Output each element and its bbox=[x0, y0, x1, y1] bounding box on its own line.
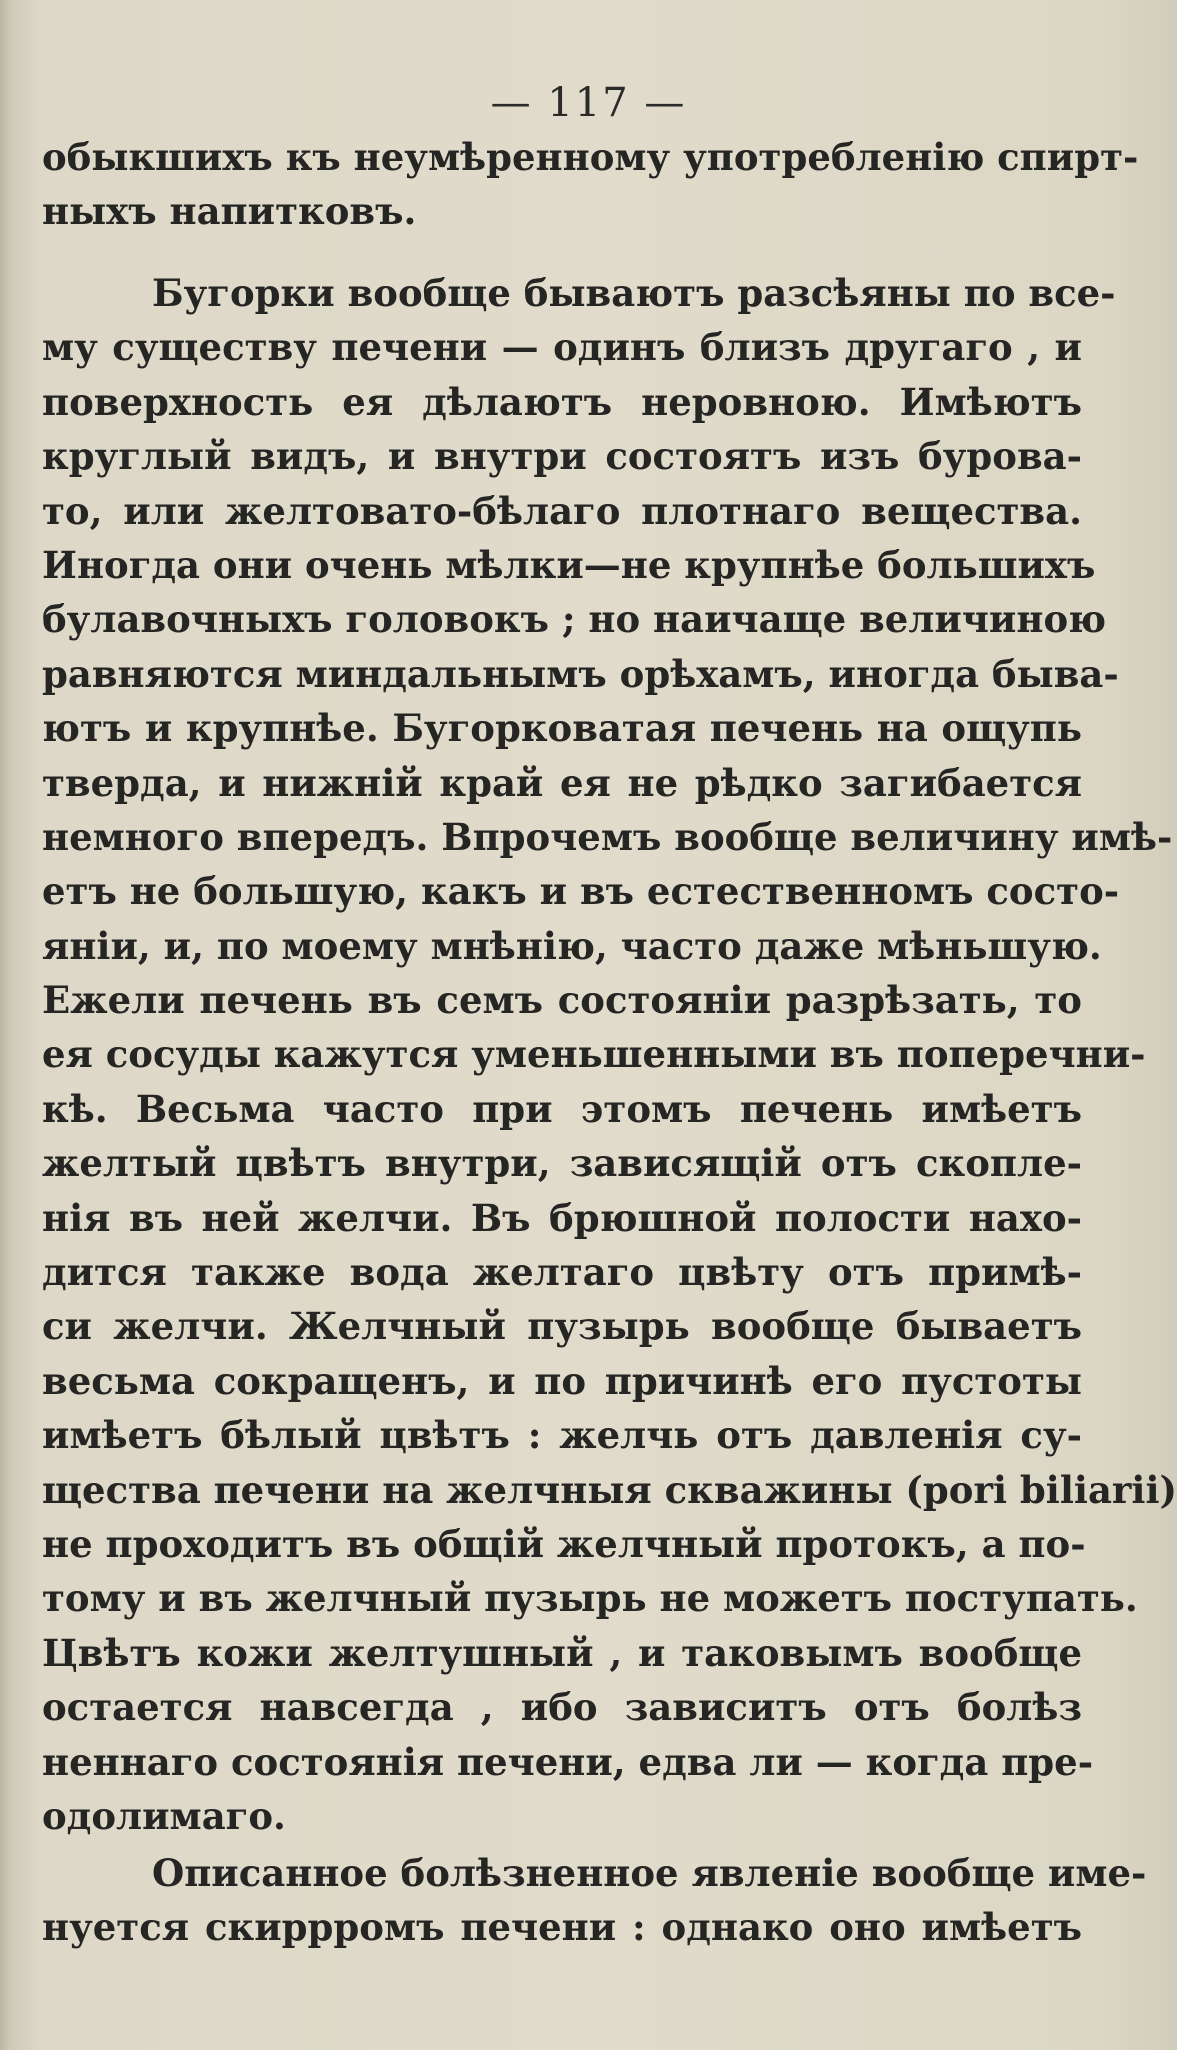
text-line: му существу печени — одинъ близъ другаго , и bbox=[42, 325, 1082, 370]
text-line: тому и въ желчный пузырь не можетъ поступать. bbox=[42, 1576, 1138, 1621]
text-line: поверхность ея дѣлаютъ неровною. Имѣютъ bbox=[42, 379, 1082, 424]
text-line: щества печени на желчныя скважины (pori biliarii) bbox=[42, 1467, 1177, 1512]
text-line: равняются миндальнымъ орѣхамъ, иногда быва- bbox=[42, 651, 1119, 696]
text-line: булавочныхъ головокъ ; но наичаще величиною bbox=[42, 597, 1107, 642]
text-line: Бугорки вообще бываютъ разсѣяны по все- bbox=[152, 271, 1116, 315]
text-line: нія въ ней желчи. Въ брюшной полости нахо- bbox=[42, 1195, 1082, 1240]
text-line: круглый видъ, и внутри состоятъ изъ бурова- bbox=[42, 434, 1082, 479]
text-line: Иногда они очень мѣлки—не крупнѣе большихъ bbox=[42, 542, 1096, 587]
text-line: нуется скиррромъ печени : однако оно имѣетъ bbox=[42, 1905, 1082, 1950]
text-line: Описанное болѣзненное явленіе вообще име- bbox=[152, 1851, 1147, 1895]
text-line: имѣетъ бѣлый цвѣтъ : желчь отъ давленія су- bbox=[42, 1413, 1082, 1458]
text-line: ютъ и крупнѣе. Бугорковатая печень на ощупь bbox=[42, 706, 1082, 751]
text-line: тверда, и нижній край ея не рѣдко загибается bbox=[42, 760, 1082, 805]
text-line: си желчи. Желчный пузырь вообще бываетъ bbox=[42, 1304, 1082, 1349]
text-line: остается навсегда , ибо зависитъ отъ болѣз bbox=[42, 1685, 1082, 1730]
text-line: обыкшихъ къ неумѣренному употребленію спирт- bbox=[42, 135, 1139, 179]
text-line: неннаго состоянія печени, едва ли — когда пре- bbox=[42, 1739, 1094, 1784]
paragraph-scirrhus bbox=[42, 1846, 1147, 1955]
text-line: Ежели печень въ семъ состояніи разрѣзать, то bbox=[42, 978, 1082, 1023]
text-line: то, или желтовато-бѣлаго плотнаго вещества. bbox=[42, 488, 1082, 533]
text-line: Цвѣтъ кожи желтушный , и таковымъ вообще bbox=[42, 1630, 1082, 1675]
text-line: кѣ. Весьма часто при этомъ печень имѣетъ bbox=[42, 1086, 1082, 1131]
paragraph-tubercles bbox=[42, 266, 1177, 1843]
text-line: одолимаго. bbox=[42, 1793, 286, 1838]
paragraph-continuation bbox=[42, 130, 1139, 239]
text-line: ныхъ напитковъ. bbox=[42, 189, 417, 234]
text-line: весьма сокращенъ, и по причинѣ его пустоты bbox=[42, 1358, 1082, 1403]
text-line: желтый цвѣтъ внутри, зависящій отъ скопле- bbox=[42, 1141, 1082, 1186]
text-line: не проходитъ въ общій желчный протокъ, а по- bbox=[42, 1521, 1086, 1566]
text-line: етъ не большую, какъ и въ естественномъ состо- bbox=[42, 869, 1120, 914]
page-number: — 117 — bbox=[490, 80, 687, 126]
text-line: дится также вода желтаго цвѣту отъ примѣ- bbox=[42, 1250, 1082, 1295]
text-line: ея сосуды кажутся уменьшенными въ поперечни- bbox=[42, 1032, 1146, 1077]
text-line: немного впередъ. Впрочемъ вообще величину имѣ- bbox=[42, 814, 1173, 859]
text-line: яніи, и, по моему мнѣнію, часто даже мѣньшую. bbox=[42, 923, 1102, 968]
